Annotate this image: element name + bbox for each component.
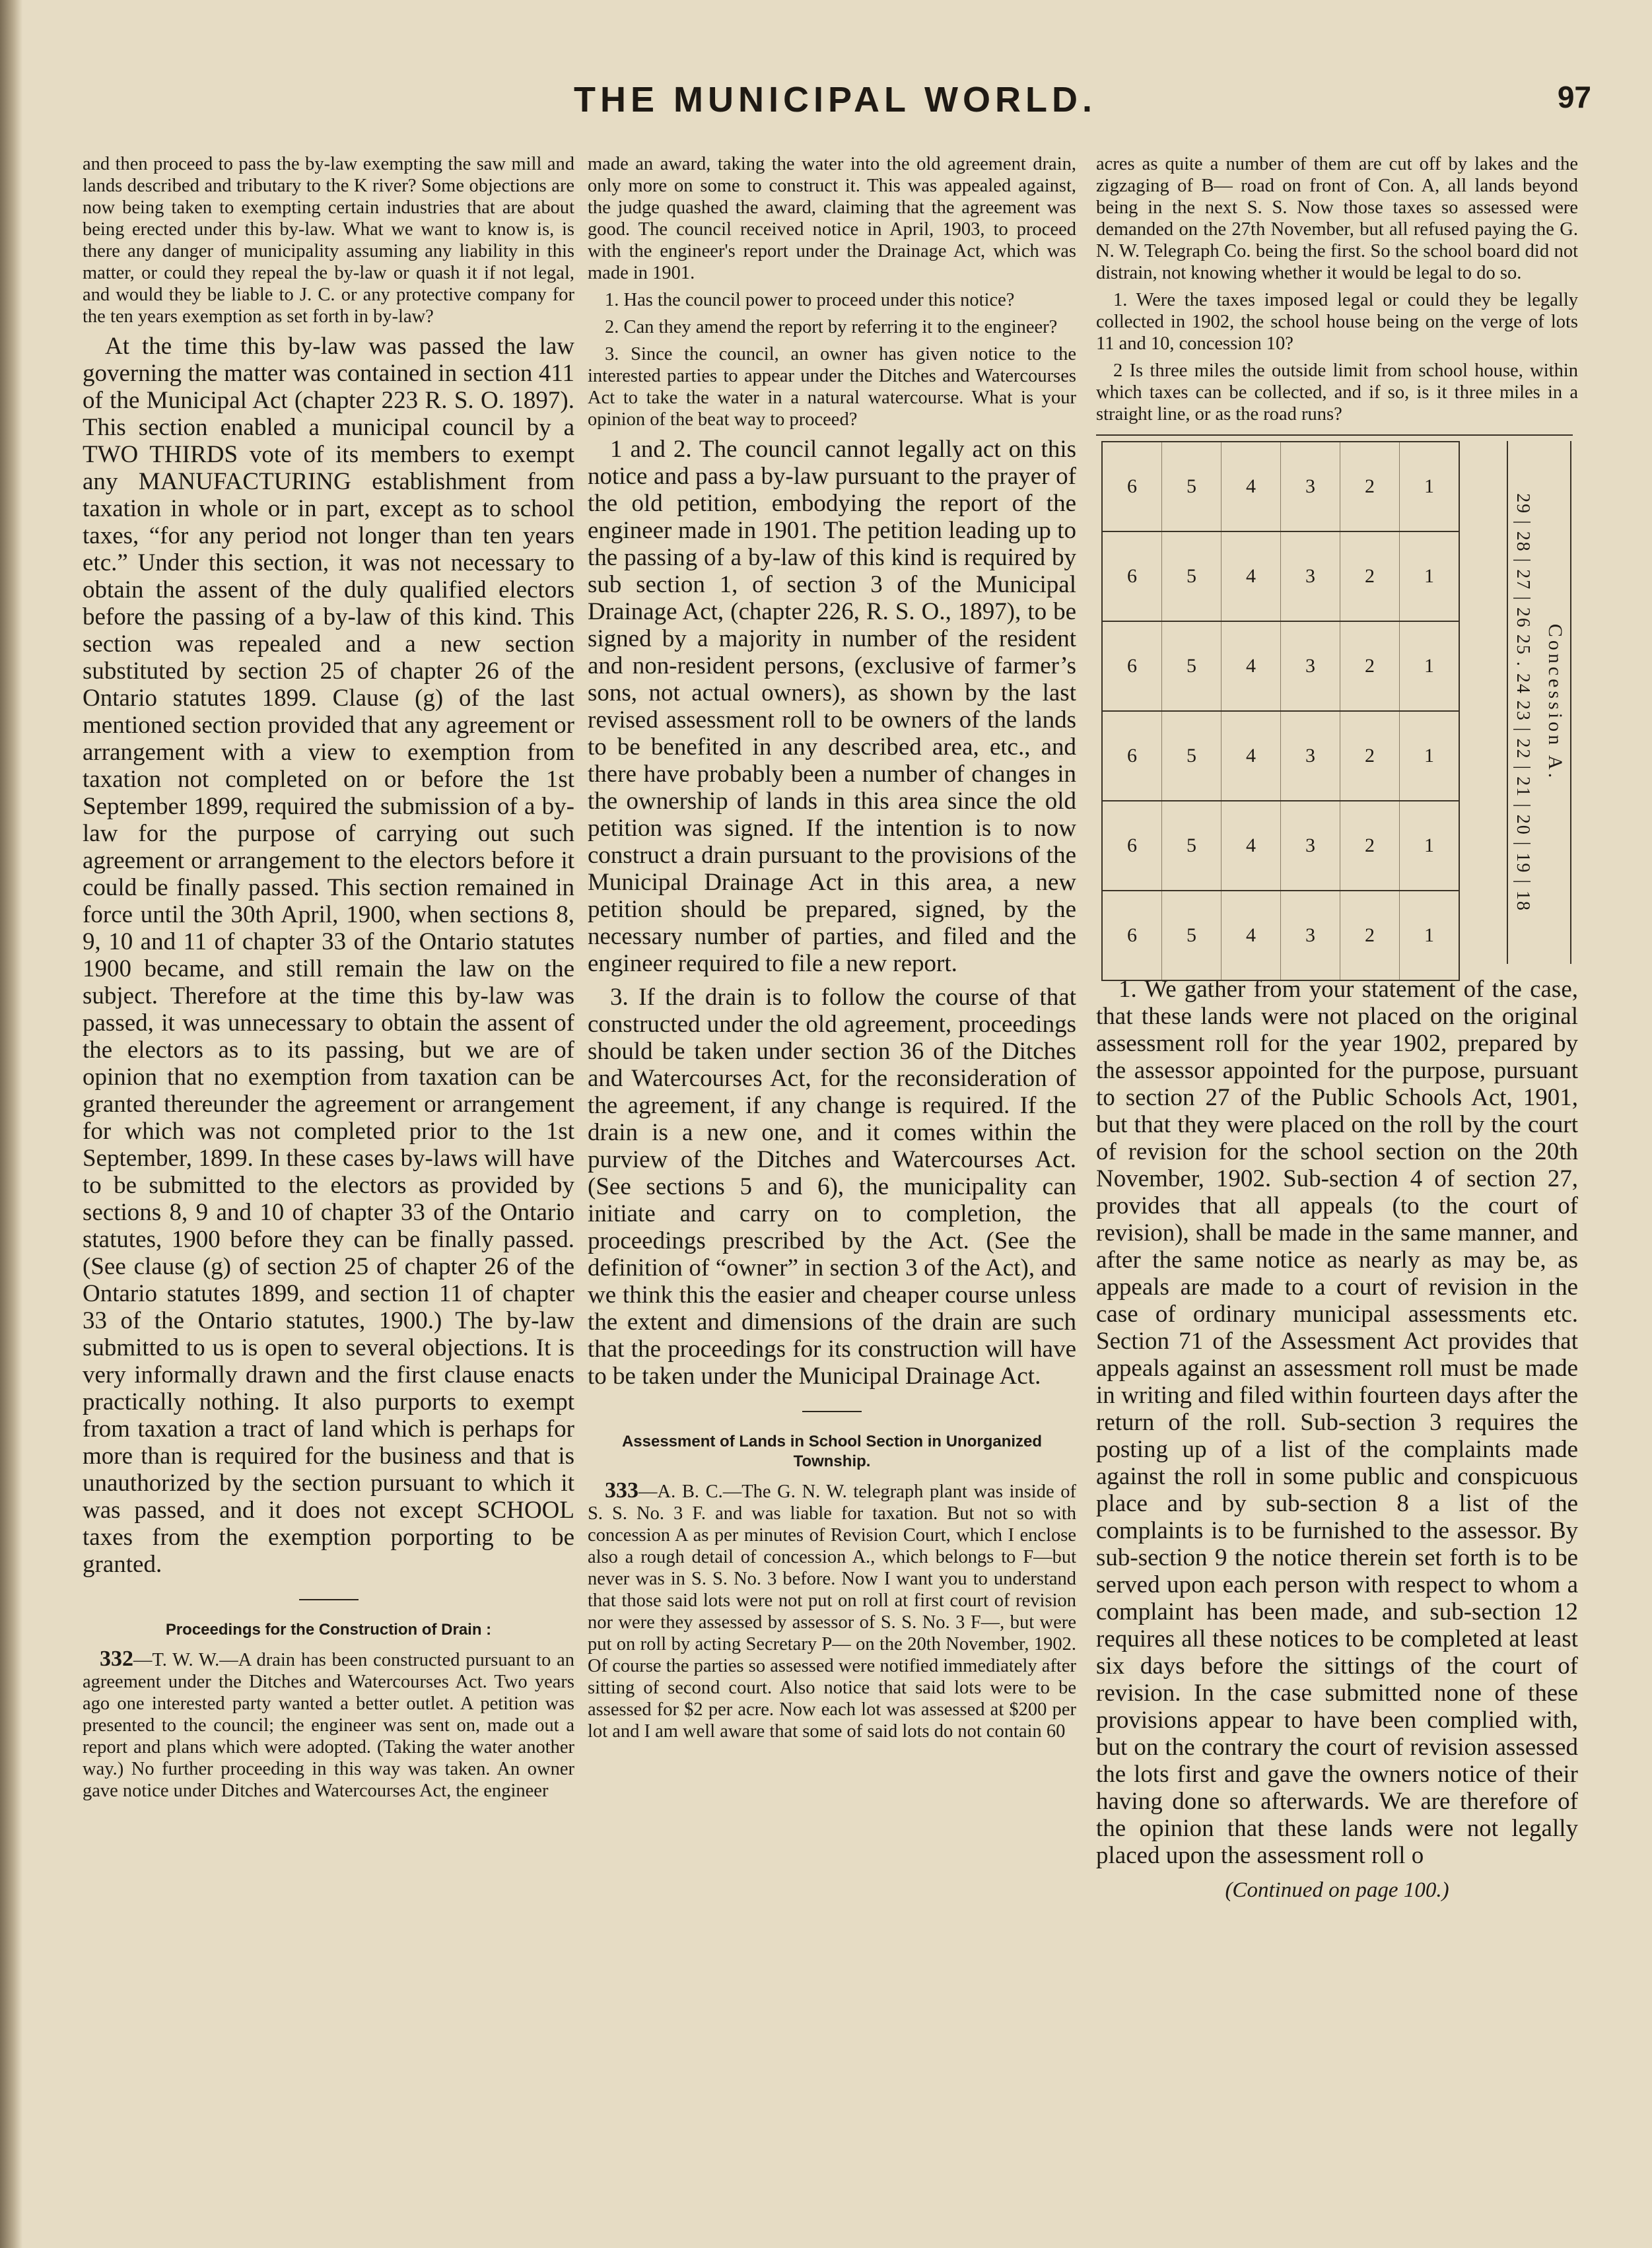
question-item: 1. Has the council power to proceed under this notice? xyxy=(605,290,1015,310)
lot-grid-row xyxy=(1102,621,1459,711)
lot-grid-cell: 5 xyxy=(1162,891,1222,980)
lot-grid-cell: 6 xyxy=(1102,801,1162,891)
reply-paragraph: At the time this by-law was passed the law governing the matter was contained in section 411 of the Municipal Act (chapter 223 R. S. O. 1897). This section enabled a municipal council by a TWO THIRDS vote of its members to exempt any MANUFACTURING establishment from taxation in whole or in part, except as to school taxes, “for any period not longer than ten years etc.” Under this section, it was not necessary to obtain the assent of the duly qualified electors before the passing of a by-law of this kind. This section was repealed and a new section substituted by section 25 of chapter 26 of the Ontario statutes 1899. Clause (g) of the last mentioned section provided that any agreement or arrangement with a view to exemption from taxation not completed on or before the 1st September 1899, required the submission of a by-law for the purpose of carrying out such agreement or arrangement to the electors before it could be finally passed. This section remained in force until the 30th April, 1900, when sections 8, 9, 10 and 11 of chapter 33 of the Ontario statutes 1900 became, and still remain the law on the subject. Therefore at the time this by-law was passed, it was unnecessary to obtain the assent of the electors as to its passing, but we are of opinion that no exemption from taxation can be granted thereunder the agreement or arrangement for which was not completed prior to the 1st September, 1899. In these cases by-laws will have to be submitted to the electors as provided by sections 8, 9 and 10 of chapter 33 of the Ontario statutes, 1900 before they can be finally passed. (See clause (g) of section 25 of chapter 26 of the Ontario statutes 1899, and section 11 of chapter 33 of the Ontario statutes, 1900.) The by-law submitted to us is open to several objections. It is very informally drawn and the first clause enacts practically nothing. It also purports to exempt from taxation a tract of land which is perhaps for more than is required for the business and that is unauthorized by the section pursuant to which it was passed, and it does not except SCHOOL taxes from the exemption porporting to be granted. xyxy=(83,333,574,1578)
query-number: 332 xyxy=(100,1647,133,1671)
question-item: 2. Can they amend the report by referring it to the engineer? xyxy=(605,317,1058,337)
query-number: 333 xyxy=(605,1478,638,1503)
question-continuation: acres as quite a number of them are cut off by lakes and the zigzaging of B— road on front of Con. A, all lands beyond being in the next S. S. Now those taxes so assessed were demanded on the 27th November, but all refused paying the G. N. W. Telegraph Co. being the first. So the school board did not distrain, not knowing whether it would be legal to do so. xyxy=(1096,154,1578,283)
lot-grid-cell: 2 xyxy=(1340,801,1400,891)
lot-grid-cell: 1 xyxy=(1400,442,1460,531)
lot-grid-row xyxy=(1102,531,1459,621)
lot-grid-row xyxy=(1102,891,1459,980)
lot-grid-cell: 3 xyxy=(1281,891,1340,980)
question-item: 2 Is three miles the outside limit from school house, within which taxes can be collected, and if so, is it three miles in a straight line, or as the road runs? xyxy=(1096,360,1578,425)
query-paragraph xyxy=(83,1648,574,1802)
lot-grid-cell: 4 xyxy=(1222,531,1281,621)
column-left xyxy=(83,153,574,1807)
question-item: 3. Since the council, an owner has given notice to the interested parties to appear under the Ditches and Watercourses Act to take the water in a natural watercourse. What is your opinion of the beat way to proceed? xyxy=(588,344,1076,430)
lot-grid-cell: 1 xyxy=(1400,891,1460,980)
lot-grid-cell: 5 xyxy=(1162,531,1222,621)
query-paragraph xyxy=(588,1480,1076,1742)
lot-grid-cell: 5 xyxy=(1162,442,1222,531)
lot-grid-cell: 3 xyxy=(1281,442,1340,531)
lot-grid-cell: 3 xyxy=(1281,711,1340,801)
page-binding-edge xyxy=(0,0,22,2248)
lot-number-strip: 29 | 28 | 27 | 26 25 . 24 23 | 22 | 21 | 20 | 19 | 18 xyxy=(1507,441,1537,964)
lot-grid-cell: 6 xyxy=(1102,891,1162,980)
lot-grid-cell: 4 xyxy=(1222,891,1281,980)
answer-paragraph: 1. We gather from your statement of the case, that these lands were not placed on the original assessment roll for the year 1902, prepared by the assessor appointed for the purpose, pursuant to section 27 of the Public Schools Act, 1901, but that they were placed on the roll by the court of revision for the school section on the 20th November, 1902. Sub-section 4 of section 27, provides that all appeals (to the court of revision), shall be made in the same manner, and after the same notice as nearly as may be, as appeals are made to a court of revision in the case of ordinary municipal assessments etc. Section 71 of the Assessment Act provides that appeals against an assessment roll must be made in writing and filed within fourteen days after the return of the roll. Sub-section 3 requires the posting up of a list of the complaints made against the roll in some public and conspicuous place and by sub-section 8 a list of the complaints is to be furnished to the assessor. By sub-section 9 the notice therein set forth is to be served upon each person with respect to whom a complaint has been made, and sub-section 12 requires all these notices to be completed at least six days before the sittings of the court of revision. In the case submitted none of these provisions appear to have been complied with, but on the contrary the court of revision assessed the lots first and gave the owners notice of their having done so afterwards. We are therefore of the opinion that these lands were not legally placed upon the assessment roll o xyxy=(1096,976,1578,1869)
lot-grid-cell: 4 xyxy=(1222,442,1281,531)
page-number: 97 xyxy=(1557,80,1591,114)
lot-grid-cell: 1 xyxy=(1400,801,1460,891)
question-continuation: and then proceed to pass the by-law exempting the saw mill and lands described and tributary to the K river? Some objections are now being taken to exempting certain industries that are about being erected under this by-law. What we want to know is, is there any danger of municipality assuming any liability in this matter, or could they repeal the by-law or quash it if not legal, and would they be liable to J. C. or any protective company for the ten years exemption as set forth in by-law? xyxy=(83,154,574,327)
masthead-title: THE MUNICIPAL WORLD. xyxy=(574,80,1097,119)
lot-grid-cell: 2 xyxy=(1340,531,1400,621)
lot-grid-cell: 6 xyxy=(1102,621,1162,711)
lot-grid-cell: 1 xyxy=(1400,711,1460,801)
answer-paragraph: 3. If the drain is to follow the course of that constructed under the old agreement, proceedings should be taken under section 36 of the Ditches and Watercourses Act, for the reconsideration of the agreement, if any change is required. If the drain is a new one, and it comes within the purview of the Ditches and Watercourses Act. (See sections 5 and 6), the municipality can initiate and carry on to completion, the proceedings prescribed by the Act. (See the definition of “owner” in section 3 of the Act), and we think this the easier and cheaper course unless the extent and dimensions of the drain are such that the proceedings for its construction will have to be taken under the Municipal Drainage Act. xyxy=(588,984,1076,1390)
lot-grid-cell: 2 xyxy=(1340,621,1400,711)
lot-grid-cell: 5 xyxy=(1162,711,1222,801)
section-divider xyxy=(802,1411,862,1412)
lot-grid-cell: 5 xyxy=(1162,801,1222,891)
lot-grid-cell: 1 xyxy=(1400,531,1460,621)
query-text: —T. W. W.—A drain has been constructed pursuant to an agreement under the Ditches and Watercourses Act. Two years ago one interested party wanted a better outlet. A petition was presented to the council; the engineer was sent on, made out a report and plans which were adopted. (Taking the water another way.) No further proceeding in this way was taken. An owner gave notice under Ditches and Watercourses Act, the engineer xyxy=(83,1650,574,1801)
section-heading: Proceedings for the Construction of Drain : xyxy=(165,1621,492,1639)
lot-grid-cell: 6 xyxy=(1102,442,1162,531)
section-heading: Assessment of Lands in School Section in Unorganized Township. xyxy=(621,1433,1043,1470)
lot-grid-cell: 6 xyxy=(1102,531,1162,621)
lot-grid-cell: 2 xyxy=(1340,442,1400,531)
lot-grid-cell: 3 xyxy=(1281,801,1340,891)
question-continuation: made an award, taking the water into the old agreement drain, only more on some to construct it. This was appealed against, the judge quashed the award, claiming that the agreement was good. The council received notice in April, 1903, to proceed with the engineer's report under the Drainage Act, which was made in 1901. xyxy=(588,154,1076,283)
concession-lot-diagram xyxy=(1096,441,1578,963)
answer-paragraph: 1 and 2. The council cannot legally act on this notice and pass a by-law pursuant to the prayer of the old petition, embodying the report of the engineer made in 1901. The petition leading up to the passing of a by-law of this kind is required by sub section 1, of section 3 of the Municipal Drainage Act, (chapter 226, R. S. O., 1897), to be signed by a majority in number of the resident and non-resident persons, (exclusive of farmer’s sons, not actual owners), as shown by the last revised assessment roll to be owners of the lands to be benefited in any described area, etc., and there have probably been a number of changes in the ownership of lands in this area since the old petition was signed. If the intention is to now construct a drain pursuant to the provisions of the Municipal Drainage Act in this area, a new petition should be prepared, signed, by the necessary number of parties, and filed and the engineer required to file a new report. xyxy=(588,436,1076,977)
lot-grid-cell: 1 xyxy=(1400,621,1460,711)
lot-grid-row xyxy=(1102,711,1459,801)
section-divider xyxy=(299,1599,359,1600)
lot-grid xyxy=(1101,441,1460,981)
lot-grid-cell: 2 xyxy=(1340,711,1400,801)
question-item: 1. Were the taxes imposed legal or could they be legally collected in 1902, the school house being on the verge of lots 11 and 10, concession 10? xyxy=(1096,290,1578,354)
lot-grid-cell: 5 xyxy=(1162,621,1222,711)
lot-grid-cell: 6 xyxy=(1102,711,1162,801)
lot-grid-cell: 4 xyxy=(1222,801,1281,891)
lot-grid-cell: 4 xyxy=(1222,711,1281,801)
lot-grid-cell: 3 xyxy=(1281,621,1340,711)
column-middle xyxy=(588,153,1076,1748)
column-right xyxy=(1096,153,1578,1903)
lot-grid-row xyxy=(1102,801,1459,891)
lot-grid-cell: 4 xyxy=(1222,621,1281,711)
concession-label: Concession A. xyxy=(1540,441,1571,964)
lot-grid-cell: 3 xyxy=(1281,531,1340,621)
lot-grid-row xyxy=(1102,442,1459,531)
road-line xyxy=(1096,434,1573,436)
continued-note: (Continued on page 100.) xyxy=(1225,1878,1449,1902)
page-header xyxy=(79,79,1591,132)
lot-grid-cell: 2 xyxy=(1340,891,1400,980)
query-text: —A. B. C.—The G. N. W. telegraph plant was inside of S. S. No. 3 F. and was liable for taxation. But not so with concession A as per minutes of Revision Court, which I enclose also a rough detail of concession A., which belongs to F—but never was in S. S. No. 3 before. Now I want you to understand that those said lots were not put on roll at first court of revision nor were they assessed by assessor of S. S. No. 3 F—, but were put on roll by acting Secretary P— on the 20th November, 1902. Of course the parties so assessed were notified immediately after sitting of second court. Also notice that said lots were to be assessed for $2 per acre. Now each lot was assessed at $200 per lot and I am well aware that some of said lots do not contain 60 xyxy=(588,1482,1076,1742)
